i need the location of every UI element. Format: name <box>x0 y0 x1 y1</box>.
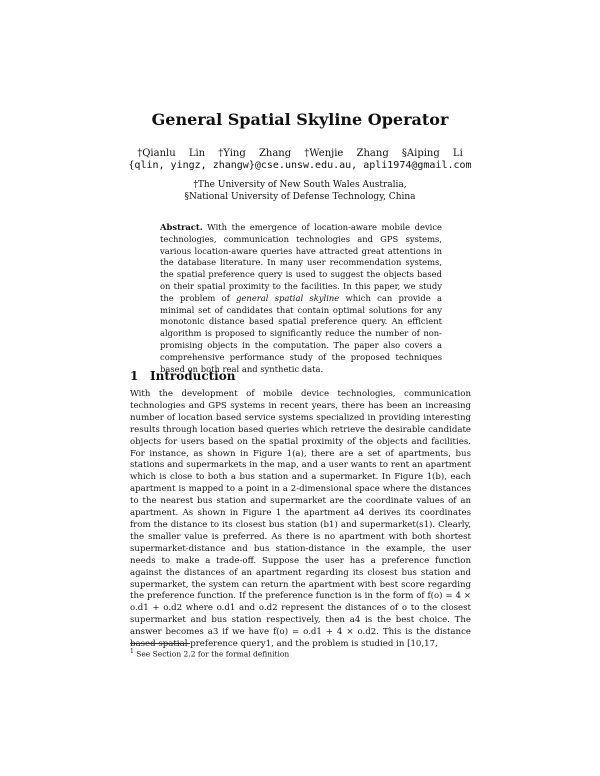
affiliation-unsw: †The University of New South Wales Australia, <box>193 180 407 190</box>
abstract-text-part2: which can provide a minimal set of candidates that contain optimal solutions for any monotonic distance based spatial preference query. An efficient algorithm is proposed to significantly reduce the number of non-promising objects in the computation. The paper also covers a comprehensive performance study of the proposed techniques based on both real and synthetic data. <box>160 292 442 374</box>
author-list: †Qianlu Lin †Ying Zhang †Wenjie Zhang §Aiping Li <box>137 148 463 159</box>
footnote-rule <box>130 643 190 644</box>
paper-title: General Spatial Skyline Operator <box>151 110 449 129</box>
footnote-text: See Section 2.2 for the formal definition <box>136 649 290 659</box>
affiliation-nudt: §National University of Defense Technology, China <box>184 192 416 202</box>
section-number: 1 <box>130 369 139 383</box>
abstract-emphasis: general spatial skyline <box>236 292 340 303</box>
footnote <box>130 648 470 659</box>
abstract-text-part1: With the emergence of location-aware mobile device technologies, communication technologies and GPS systems, various location-aware queries have attracted great attentions in the database literature. In many user recommendation systems, the spatial preference query is used to suggest the objects based on their spatial proximity to the facilities. In this paper, we study the problem of <box>160 222 442 303</box>
footnote-mark: 1 <box>130 648 134 655</box>
author-emails: {qlin, yingz, zhangw}@cse.unsw.edu.au, apli1974@gmail.com <box>128 160 472 171</box>
abstract <box>160 222 442 375</box>
introduction-paragraph: With the development of mobile device technologies, communication technologies and GPS systems in recent years, there has been an increasing number of location based service systems specialized in providing interesting results through location based queries which retrieve the desirable candidate objects for users based on the spatial proximity of the objects and facilities. For instance, as shown in Figure 1(a), there are a set of apartments, bus stations and supermarkets in the map, and a user wants to rent an apartment which is close to both a bus station and a supermarket. In Figure 1(b), each apartment is mapped to a point in a 2-dimensional space where the distances to the nearest bus station and supermarket are the coordinate values of an apartment. As shown in Figure 1 the apartment a4 derives its coordinates from the distance to its closest bus station (b1) and supermarket(s1). Clearly, the smaller value is preferred. As there is no apartment with both shortest supermarket-distance and bus station-distance in the example, the user needs to make a trade-off. Suppose the user has a preference function against the distances of an apartment regarding its closest bus station and supermarket, the system can return the apartment with best score regarding the preference function. If the preference function is in the form of f(o) = 4 × o.d1 + o.d2 where o.d1 and o.d2 represent the distances of o to the closest supermarket and bus station respectively, then a4 is the best choice. The answer becomes a3 if we have f(o) = o.d1 + 4 × o.d2. This is the distance based spatial preference query1, and the problem is studied in [10,17, <box>130 389 471 650</box>
section-heading <box>130 369 470 383</box>
abstract-label: Abstract. <box>160 222 203 232</box>
section-title: Introduction <box>150 369 236 383</box>
